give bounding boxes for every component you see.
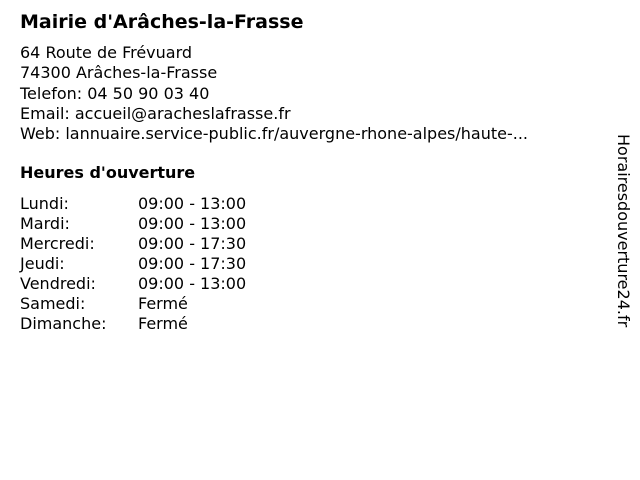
time-value: Fermé: [138, 314, 188, 333]
day-label: Mardi:: [20, 214, 70, 233]
city-address: 74300 Arâches-la-Frasse: [20, 63, 218, 83]
day-label: Dimanche:: [20, 314, 107, 333]
hours-row-thursday: [20, 254, 320, 274]
opening-hours-heading: Heures d'ouverture: [20, 163, 196, 182]
hours-row-friday: [20, 274, 320, 294]
hours-row-tuesday: [20, 214, 320, 234]
address-block: [20, 43, 528, 144]
time-value: 09:00 - 17:30: [138, 254, 247, 273]
time-value: 09:00 - 13:00: [138, 214, 247, 233]
time-value: 09:00 - 13:00: [138, 194, 247, 213]
time-value: 09:00 - 13:00: [138, 274, 247, 293]
page-title: Mairie d'Arâches-la-Frasse: [20, 11, 304, 33]
website-link[interactable]: Web: lannuaire.service-public.fr/auvergne-rhone-alpes/haute-...: [20, 124, 529, 144]
day-label: Lundi:: [20, 194, 69, 213]
hours-row-saturday: [20, 294, 320, 314]
day-label: Mercredi:: [20, 234, 95, 253]
site-watermark-label: Horairesdouverture24.fr: [614, 134, 633, 328]
phone-number: Telefon: 04 50 90 03 40: [20, 83, 210, 103]
time-value: Fermé: [138, 294, 188, 313]
day-label: Samedi:: [20, 294, 86, 313]
email-address: Email: accueil@aracheslafrasse.fr: [20, 103, 291, 123]
hours-row-sunday: [20, 314, 320, 334]
time-value: 09:00 - 17:30: [138, 234, 247, 253]
day-label: Jeudi:: [20, 254, 65, 273]
street-address: 64 Route de Frévuard: [20, 43, 193, 62]
hours-row-monday: [20, 194, 320, 214]
hours-row-wednesday: [20, 234, 320, 254]
opening-hours-table: [20, 194, 320, 334]
day-label: Vendredi:: [20, 274, 96, 293]
